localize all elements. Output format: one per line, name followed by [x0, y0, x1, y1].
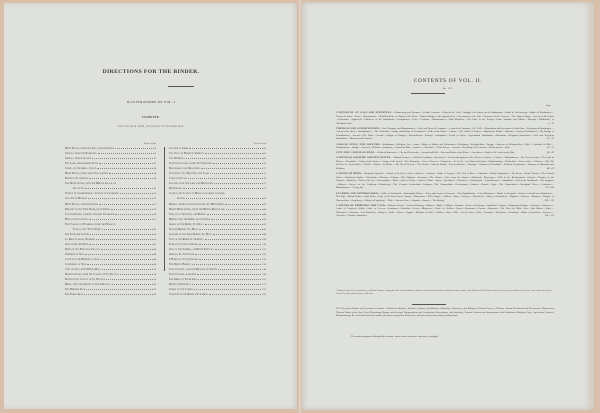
- illustration-page: 157: [262, 283, 266, 287]
- illustration-page: 88: [263, 212, 266, 216]
- column-divider: [164, 147, 165, 271]
- dot-leader: [86, 289, 152, 290]
- illustration-page: 9: [154, 152, 156, 156]
- illustration-title: Mont Blanc, from Chamouni: [65, 202, 99, 206]
- illustration-page: 73: [263, 172, 266, 176]
- illustration-page: 75: [263, 182, 266, 186]
- dot-leader: [205, 153, 263, 154]
- illustration-page: 20: [153, 192, 156, 196]
- dot-leader: [199, 229, 262, 230]
- illustration-title: Junction of the Rhine and Tamina: [169, 293, 208, 297]
- dot-leader: [199, 244, 261, 245]
- illustration-page: 81: [263, 197, 266, 201]
- dot-leader: [183, 188, 262, 189]
- dot-leader: [211, 219, 263, 220]
- contents-entry: [336, 156, 554, 170]
- illustration-title: Mont Blanc, from the Jura, above Geneva: [65, 147, 115, 150]
- contents-entry: [336, 204, 554, 218]
- dot-leader: [106, 279, 152, 280]
- illustration-page: 46: [153, 258, 156, 262]
- dot-leader: [186, 158, 263, 159]
- illustration-title: Monte Cervin, from the Valley of St. Nicolas: [65, 273, 119, 277]
- contents-entry: [336, 151, 554, 155]
- illustration-page: 64: [263, 157, 266, 161]
- illustration-title: Lake of Lugano: [169, 177, 188, 181]
- illustration-page: 40: [153, 232, 156, 236]
- illustration-page: 16: [153, 172, 156, 176]
- illustration-page: 27: [153, 202, 156, 206]
- illustration-title: Mont Blanc, from above Sallanches: [65, 172, 108, 176]
- entry-page-range: 63—108: [545, 186, 554, 190]
- illustration-page: 59: [153, 288, 156, 292]
- entry-page-range: 109—119: [544, 198, 554, 202]
- dot-leader: [188, 178, 262, 179]
- illustration-title: Tell's Chapel, Lake Uri: [169, 273, 197, 277]
- entry-summary: —Soil, Products, and Manufactures.—Lake and Town of Constance.—Council of Constance, A.D. 1415.—Martyrdom and Execution of John Huss.—Rejoicing at Ermatingen.—Ascent of the Stein.—Schaffhausen.—The Cathedral.—Village and Bridge of Feuerthalen.—Falls of the Rhine.—Laufen.—The Castle of Laufen.—Shaking the Banks.—Rheinau.—Ancient Peculiarities.—The Bridge of Schaffhausen.—Arsenal.—The Rhine Cascade.—Origin of Bridges.—Diessenhofen.—Library.—Antiquities.—Death of Stein.—Agricultural Inhabitants.—Education.—Religious Instruction.—Civil and Religious Institutions.—Manners and Customs.: [336, 126, 555, 141]
- illustration-page: 29: [153, 207, 156, 211]
- illustration-page: 18: [153, 177, 156, 181]
- illustration-title: Tell's Chapel, and the Meadow of Grütli: [169, 268, 218, 272]
- dot-leader: [190, 284, 261, 285]
- illustration-page: 10: [153, 157, 156, 161]
- dot-leader: [205, 224, 263, 225]
- entry-heading: CANTONS OF FRIBOURG AND VAUD.: [336, 203, 386, 207]
- illustration-page: 83: [263, 202, 266, 206]
- illustration-title: Gorge of the Tamina: [169, 288, 194, 292]
- entry-page-range: 1—12: [548, 121, 554, 125]
- illustration-page: 95: [263, 227, 266, 231]
- dot-leader: [92, 158, 152, 159]
- illustration-title: Source of the Arveiron—Valley of Chamouni: [65, 192, 119, 196]
- dot-leader: [90, 234, 152, 235]
- left-page: [4, 3, 298, 409]
- illustration-title: Maggiore, Lago Maggiore: [169, 167, 200, 171]
- illustration-page: 14: [153, 167, 156, 171]
- illustration-title: L'Hospital, St. Gotthard: [169, 258, 198, 262]
- illustration-page: 48: [153, 263, 156, 267]
- illustration-page: 155: [262, 278, 266, 282]
- page-column-label: Page: [546, 105, 551, 107]
- illustration-title: Fall of the Rhine in the Rofla: [169, 237, 205, 241]
- illustration-title: Bois of Salvagnoux: [65, 217, 88, 221]
- dot-leader: [88, 198, 152, 199]
- contents-subtitle: Pp. 122.: [442, 87, 454, 90]
- illustration-title: The Bernese Alps: [65, 288, 86, 292]
- illustration-page: 39: [153, 227, 156, 231]
- dot-leader: [120, 193, 153, 194]
- entry-page-range: 13—25: [546, 137, 554, 141]
- contents-title: CONTENTS OF VOL. II.: [413, 78, 483, 84]
- dot-leader: [189, 148, 262, 149]
- contents-entry: [336, 143, 554, 150]
- illustration-title: Sea of Ice: [73, 187, 85, 191]
- binder-directions-title: DIRECTIONS FOR THE BINDER.: [102, 69, 200, 75]
- illustration-title: Gorge of the Rhine, Via Mala: [169, 222, 204, 226]
- poetry-note: The poetry interspersed through this volume, unless where otherwise expressed, is original.: [351, 335, 439, 338]
- dot-leader: [87, 264, 152, 265]
- illustration-page: 70: [263, 162, 266, 166]
- illustration-page: 126: [262, 252, 266, 256]
- illustration-title: Bridge and Avalanche Gallery, St. Bernardino: [169, 202, 225, 206]
- illustration-title: Glacier of Bossons: [65, 197, 88, 201]
- illustration-page: 159: [262, 288, 266, 292]
- illustration-title: The Fontaine Couche: [65, 232, 90, 236]
- illustration-page: 60: [263, 147, 266, 150]
- dot-leader: [99, 204, 152, 205]
- illustration-title: Bellinzona: [169, 187, 183, 191]
- illustration-title: Monte Bernardino, from the Hinter-Rhein Lake: [169, 207, 225, 211]
- dot-leader: [98, 153, 154, 154]
- dot-leader: [85, 254, 152, 255]
- illustration-page: 56: [153, 278, 156, 282]
- dot-leader: [218, 269, 261, 270]
- illustration-title: Baths of Pfeffers: [169, 283, 190, 287]
- illustration-page: 136: [262, 263, 266, 267]
- illustration-title: Soazza: [177, 197, 186, 201]
- illustration-title: The Montanvert, with the Mer de Glace, or: [65, 182, 117, 186]
- dot-leader: [192, 264, 262, 265]
- illustration-entry: [169, 292, 266, 297]
- volume-note: N.B. The above Volume will be found to contain: —Historical Sketches, Statistics, Scenery and Manners, Education, Commerce, and Religion, Political Parts, or Climate, Antient & Pastoral and Economical, Mineral and Thermal Waters of the Alps, Flora, Mineralogy, Botany, and Geology, Topographical and Architectural Descriptions, and Anecdotes, Popular Customs and Amusements of the Inhabitants, Religious Fetes, Agriculture, Pastoral, Manufacturing, &c. with much historical matter, the history of pastoral intercourse with the country and people of Switzerland.: [336, 307, 554, 317]
- illustration-title: Bridge over the Rhine, near Sufers: [169, 217, 210, 221]
- title-rule: [168, 86, 194, 87]
- illustration-page: 86: [263, 207, 266, 211]
- entry-heading: CITY AND CANTON OF BÂLE.: [336, 151, 376, 155]
- illustration-title: Castle and Valley of Misocco looking towards: [169, 192, 225, 196]
- illustration-title: Town of Lugano, from the Vineyards: [169, 162, 213, 166]
- illustration-title: The Abbey of Engelberg: [169, 278, 198, 282]
- dot-leader: [205, 239, 261, 240]
- illustration-title: Castle of the Bishops of Sion: [65, 258, 99, 262]
- entry-heading: CANTONS OF ST. GALL AND APPENZELL.: [336, 111, 393, 114]
- dot-leader: [214, 183, 262, 184]
- entry-summary: —Natural Features.—Political Condition.—Resources.—Ancient Inscriptions of the Tower of Soleure.—Clocks.—Watchmakers.—The Frozen Grotto.—The Lake of Bienne.—Neuchâtel.—Castle of the Princes.—Gorge of the Seyon.—The Noirmont.—Vale of Travers.—Chasseron.—Le Locle.—La Chaux-de-Fonds.—Watchmaking.—Val-de-Ruz.—Pierre à Bot.—Tobacco.—The Val-de-Travers.—Iron Works.—Thielle.—Hotels.—St. Blaise.—The Val de Travers.—The Doubs.—Saut du Doubs.—Lac des Brenets.—Boating.—Customs of Neuchâtel.—Political Constitution.—Progress of Education and Religion.: [336, 156, 555, 171]
- illustration-title: Gallery in the Trou Perdu, Via Mala: [169, 232, 213, 236]
- illustration-page: 106: [262, 237, 266, 241]
- illustration-title: Seat of the Tumbel, at Monte Fontana: [169, 247, 214, 251]
- dot-leader: [115, 148, 154, 149]
- illustration-page: 50: [153, 268, 156, 272]
- illustration-page: 74: [263, 177, 266, 181]
- entry-heading: CANTON OF BERN.: [336, 172, 362, 176]
- illustration-page: 123: [262, 247, 266, 251]
- illustration-page: 19: [153, 187, 156, 191]
- dot-leader: [210, 173, 262, 174]
- to-face-page-label: To face Page: [253, 142, 266, 145]
- dot-leader: [213, 163, 262, 164]
- dot-leader: [85, 188, 152, 189]
- illustration-page: 130: [262, 258, 266, 262]
- illustration-page: 44: [153, 247, 156, 251]
- dot-leader: [89, 178, 152, 179]
- illustration-title: Baths in the Valley of St. Nicolas: [65, 278, 106, 282]
- illustration-title: Brieg, with the Ascent of the Simplon: [65, 283, 109, 287]
- illustration-title: Glacier of Gries: [169, 147, 189, 150]
- illustration-title: Descent of the Tête Noire, near Trient: [65, 207, 111, 211]
- illustration-page: 41: [153, 237, 156, 241]
- dot-leader: [226, 209, 263, 210]
- dot-leader: [195, 254, 261, 255]
- contents-entry: [336, 172, 554, 190]
- vignette-heading: VIGNETTE.: [141, 116, 161, 119]
- illustration-title: The Furka Alps: [65, 293, 83, 297]
- illustration-page: 98: [263, 232, 266, 236]
- illustration-page: 8: [154, 147, 156, 150]
- illustration-page: 37: [153, 217, 156, 221]
- dot-leader: [213, 234, 262, 235]
- contents-entry: [336, 127, 554, 141]
- dot-leader: [215, 249, 262, 250]
- illustration-title: Convent of La Madonna del Sasso: [169, 172, 210, 176]
- illustration-title: Geneva, from Cologny: [65, 157, 92, 161]
- dot-leader: [201, 168, 263, 169]
- vignette-caption: Cottage near Thun, with Piece of Frontispiece.: [117, 125, 185, 128]
- dot-leader: [89, 219, 153, 220]
- illustration-title: Cathedral of Sion: [65, 263, 87, 267]
- to-face-page-label: To face Page: [143, 142, 156, 145]
- dot-leader: [111, 209, 152, 210]
- illustration-title: Second Bridge, Via Mala: [169, 227, 199, 231]
- dot-leader: [100, 259, 153, 260]
- entry-summary: —Historic Events.—Ancient Fribourg.—Murten.—Battle of Morat.—Ossuary.—Town of Fribourg.—Cathedral.—Organ.—Suspension Bridges.—Romont.—Gruyères.—Castle of Gruyères.—Bulle.—Lake of Geneva.—Lausanne.—Cathedral.—Vevey.—Montreux.—Castle of Chillon.—Byron.—Bonivard.—Clarens.—Rousseau.—The Dent du Midi.—Bex.—Salt Mines.—Aigle.—Villeneuve.—Ormonts.—Les Diablerets.—Morges.—Rolle.—Nyon.—Coppet.—Madame de Staël.—Gibbon.—Jura.—Dôle.—Lac de Joux.—Orbe.—Yverdon.—Pestalozzi.—Grandson.—Battle of Grandson.—Payerne.—Avenches.—Roman Antiquities.: [336, 203, 554, 218]
- dot-leader: [110, 284, 153, 285]
- illustration-page: 92: [263, 222, 266, 226]
- entry-summary: —Inhabitants.—Religion, &c.—Aarau.—Baths of Baden and Schinznach.—Habsburg.—Königsfelden.—Brugg.—Convent of Königsfelden.—Bâle.—Cathedral of Bâle.—Fortifications.—Bridge.—Arsenal.—Holbein.—Erasmus.—Council of Bâle.—Soleure.—Cathedral.—Clock Tower.—Arsenal.—Hermitage of St. Verena.—Weissenstein.—Lake.: [336, 142, 555, 150]
- dot-leader: [120, 274, 153, 275]
- illustration-title: The Devil's Bridge: [169, 263, 191, 267]
- dot-leader: [199, 259, 261, 260]
- illustration-title: Baths of St. Gervais: [65, 177, 89, 181]
- entry-page-range: 120—122: [544, 214, 554, 218]
- dot-leader: [186, 198, 262, 199]
- dot-leader: [89, 244, 152, 245]
- illustration-page: 71: [263, 167, 266, 171]
- illustration-page: 116: [262, 242, 266, 246]
- illustration-page: 43: [153, 242, 156, 246]
- entry-heading: AARGAU, BÂLE, AND SOLEURE.: [336, 142, 381, 146]
- contents-entry: [336, 192, 554, 203]
- footnote: * Situated on the site of a small town, which the Romans, leaving their title in the foundations, and now in ruins, form the site, in almost the same remain, on the Valley side. This Kloster is near, and as see too, and therefore severe is one of the most lovely. — Turn to the walk, with reference to this view.: [336, 290, 554, 295]
- footnote-rule: [412, 304, 446, 305]
- contents-list: [336, 111, 554, 220]
- illustration-title: Geneva, from the Ramparts: [65, 152, 97, 156]
- illustration-title: Arsola, St. Gotthard: [169, 252, 195, 256]
- illustration-page: 61: [263, 152, 266, 156]
- dot-leader: [225, 204, 262, 205]
- entry-summary: —Wattenberg and Alpensee.—Feudal Customs.—Abbot of St. Gall.—Struggle for Liberty by the Inhabitants.—Battle of Woelferberg.—Battle of Waldstatten.—Victory of Stoss.—Peace.—Reformation.—Wild Kirchlein, or Chapel of the Rock.—Natural Bridge of the Appenzellers.—Government of St. Gall.—Treasures of the Convent.—The Abbey Library.—Ascent of the Sentis.—Panorama.—Appenzell.—Character of the Inhabitants.—Occupations.—Fetes.—Costume.—Manufactures.—Wild Kirchlein.—The Lake of the Seealp.—Lakes Sämbtis and Fählen.—Ebenalp.—Wildkirchli, or "Beautiful Lake": [336, 111, 554, 125]
- entry-summary: —Political Statement.—City and University.—Arsenal and Hall.—Fairs and Baths of the Rhine.—Anecdotes.—Battle of St. Jacob on the Birs.: [375, 151, 515, 155]
- illustration-title: Pass of the "Tête Noire": [73, 227, 102, 231]
- dot-leader: [96, 239, 152, 240]
- dot-leader: [99, 163, 153, 164]
- illustration-page: 58: [153, 283, 156, 287]
- dot-leader: [84, 294, 153, 295]
- illustration-title: Val D'Ossola: [169, 157, 185, 161]
- dot-leader: [102, 229, 152, 230]
- dot-leader: [101, 249, 153, 250]
- illustration-title: Sion, from the West: [65, 242, 89, 246]
- dot-leader: [115, 214, 152, 215]
- right-page: [302, 2, 594, 410]
- dot-leader: [97, 168, 152, 169]
- illustration-title: La Riese Cabana, Hasberg: [65, 237, 96, 241]
- dot-leader: [194, 289, 261, 290]
- illustration-page: 160: [262, 293, 266, 297]
- dot-leader: [197, 274, 261, 275]
- illustration-page: 77: [263, 187, 266, 191]
- dot-leader: [207, 214, 263, 215]
- illustration-title: Cluse, on the Arve—Savoy: [65, 167, 97, 171]
- illustration-list-left: [65, 142, 156, 297]
- illustration-page: 140: [262, 268, 266, 272]
- illustration-title: Village of Splügen, and Bridge: [169, 212, 206, 216]
- illustration-page: 54: [153, 273, 156, 277]
- illustration-page: 90: [263, 217, 266, 221]
- illustration-title: Passage of the Cardinell: [169, 242, 199, 246]
- contents-rule: [411, 93, 445, 94]
- illustration-title: Ruins of the Episcopal Palace: [65, 247, 100, 251]
- entry-summary: —Valley of Entlebuch.—Emmenthal Shrine.—Town and Canton of Lucerne.—The Kapellbrücke.—Lion Monument.—Battle of Sempach.—Death of Arnold von Winkelried.—The Rigi.—Mount Pilatus.—Rigi Kulm.—Lake of the Four Forest Cantons.—Küssnacht.—Tell's Chapel.—Altdorf.—Stanz.—Schwyz.—Einsiedeln.—Abbey of Einsiedeln.—Pilgrims.—Schwyz.—Brunnen.—Hospice of Unterwalden.—Engelberg.—Abbey of Engelberg.—Titlis.—Surenen Pass.—Alpnach.—Sarnen.—The Brünig.: [336, 191, 554, 202]
- illustration-page: 142: [262, 273, 266, 277]
- dot-leader: [102, 269, 153, 270]
- entry-page-range: 48—62: [546, 167, 554, 171]
- illustration-title: Visp, or Visp, with Monte Rosa: [65, 268, 101, 272]
- illustration-title: The Valleys of Hasberg, from the Pinnacle: [65, 222, 116, 226]
- illustration-page: 36: [153, 212, 156, 216]
- dot-leader: [109, 173, 153, 174]
- illustration-title: The Lake, from behind Nyon: [65, 162, 98, 166]
- dot-leader: [198, 279, 261, 280]
- entry-page-range: 38—47: [546, 151, 554, 155]
- illustration-page: 22: [153, 197, 156, 201]
- illustration-page: 60: [153, 293, 156, 297]
- illustration-entry: [65, 292, 156, 297]
- illustration-list-right: [169, 142, 266, 297]
- illustration-title: Fortress of Sion: [65, 252, 85, 256]
- entry-heading: THURGAU AND SCHAFFHAUSEN.: [336, 126, 381, 130]
- illustration-title: Val Tosa, in Hospital Simplon: [169, 152, 204, 156]
- entry-summary: —Romantic Spectacle.—Island of St. Pierre, Lake of Bienne.—Aarberg.—Battle of Laupen.—The City of Bern.—Cathedral.—Public Institutions.—The Bears.—Bears' Ditches.—The Federal Palace.—Botanical Garden.—University.—Museum.—Library.—The Platform.—Environs.—The Gurten.—View from the Gurten.—Oberhasli.—Meyringen.—Falls of the Reichenbach.—Grimsel.—Hospice of the Grimsel.—Handeck.—Falls of the Aar.—Unterwalden.—Thun.—Lake of Thun.—Castle of Thun.—Spiez.—Interlaken.—Unterseen.—Grindelwald.—Lauterbrunnen.—Staubbach.—Fall of the Staubbach.—The Jungfrau.—Mürren.—Ascent of the Faulhorn.—Kandersteg.—The Gemmi.—Leukerbad.—Frutigen.—The Simmenthal.—Zweisimmen.—Saanen.—Gstaad.—Aigle.—The Emmenthal.—Aboriginal Races.—Costumes.—Manufactures.—Clergy, &c.: [336, 172, 554, 190]
- entry-page-range: 26—37: [546, 146, 554, 150]
- illustration-title: Lugano, with the Lake and Mountains: [169, 182, 214, 186]
- dot-leader: [209, 294, 261, 295]
- entry-heading: LUCERNE AND UNTERWALDEN.: [336, 191, 379, 195]
- illustrations-heading: ILLUSTRATIONS OF VOL. I: [126, 100, 176, 104]
- illustration-page: 46: [153, 252, 156, 256]
- contents-entry: [336, 111, 554, 125]
- entry-heading: CANTON OF SOLEURE AND NEUCHÂTEL.: [336, 156, 392, 160]
- illustration-page: 13: [153, 162, 156, 166]
- illustration-title: Col-du-Balme, looking towards Chamouni: [65, 212, 115, 216]
